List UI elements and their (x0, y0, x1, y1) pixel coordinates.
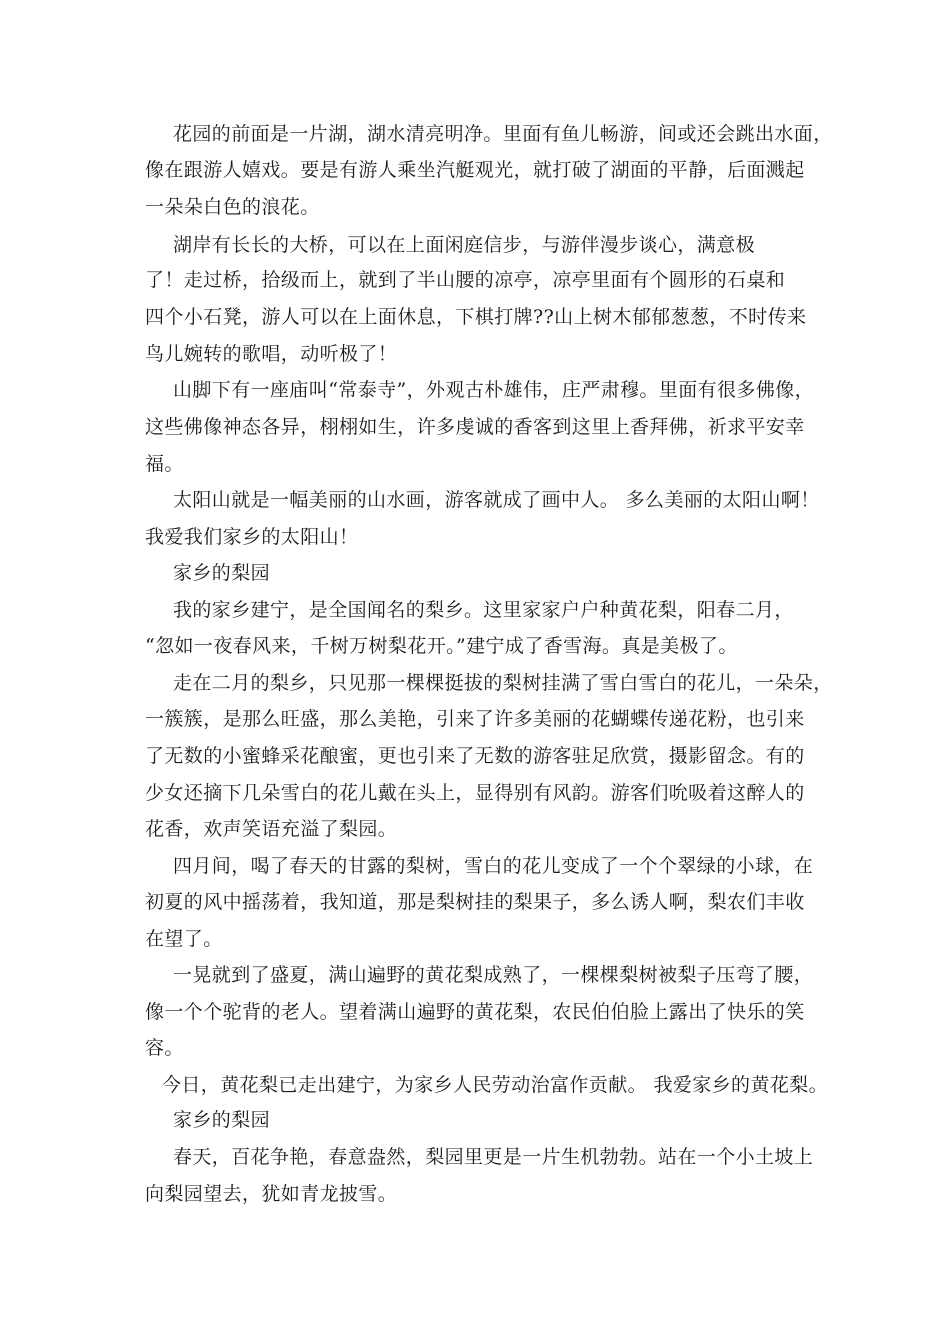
text-line: 一晃就到了盛夏，满山遍野的黄花梨成熟了，一棵棵梨树被梨子压弯了腰， (173, 964, 814, 986)
text-line: 我的家乡建宁，是全国闻名的梨乡。这里家家户户种黄花梨，阳春二月， (173, 599, 794, 621)
text-line: 福。 (145, 453, 184, 475)
text-line: 容。 (145, 1037, 184, 1059)
text-line: 花香，欢声笑语充溢了梨园。 (145, 818, 398, 840)
text-line: 山脚下有一座庙叫“常泰寺”，外观古朴雄伟，庄严肃穆。里面有很多佛像， (173, 379, 815, 401)
text-line: 像一个个驼背的老人。望着满山遍野的黄花梨，农民伯伯脸上露出了快乐的笑 (145, 1001, 805, 1023)
text-line: 太阳山就是一幅美丽的山水画，游客就成了画中人。 多么美丽的太阳山啊！ (173, 489, 820, 511)
text-line: 走在二月的梨乡，只见那一棵棵挺拔的梨树挂满了雪白雪白的花儿，一朵朵， (173, 672, 833, 694)
text-line: 在望了。 (145, 928, 223, 950)
text-line: 四月间，喝了春天的甘露的梨树，雪白的花儿变成了一个个翠绿的小球，在 (173, 855, 814, 877)
text-line: 初夏的风中摇荡着，我知道，那是梨树挂的梨果子，多么诱人啊，梨农们丰收 (145, 891, 805, 913)
text-line: 少女还摘下几朵雪白的花儿戴在头上，显得别有风韵。游客们吮吸着这醉人的 (145, 782, 805, 804)
text-line: “忽如一夜春风来，千树万树梨花开。”建宁成了香雪海。真是美极了。 (145, 635, 738, 657)
text-line: 一朵朵白色的浪花。 (145, 196, 320, 218)
text-line: 我爱我们家乡的太阳山！ (145, 526, 359, 548)
text-line: 了无数的小蜜蜂采花酿蜜，更也引来了无数的游客驻足欣赏，摄影留念。有的 (145, 745, 805, 767)
text-line: 鸟儿婉转的歌唱，动听极了！ (145, 343, 398, 365)
text-line: 湖岸有长长的大桥，可以在上面闲庭信步，与游伴漫步谈心，满意极 (173, 234, 756, 256)
section-title: 家乡的梨园 (173, 1109, 271, 1131)
section-title: 家乡的梨园 (173, 562, 271, 584)
text-line: 这些佛像神态各异，栩栩如生，许多虔诚的香客到这里上香拜佛，祈求平安幸 (145, 416, 805, 438)
text-line: 春天，百花争艳，春意盎然，梨园里更是一片生机勃勃。站在一个小土坡上 (173, 1146, 814, 1168)
text-line: 了！走过桥，拾级而上，就到了半山腰的凉亭，凉亭里面有个圆形的石桌和 (145, 269, 786, 291)
text-line: 向梨园望去，犹如青龙披雪。 (145, 1183, 398, 1205)
text-line: 今日，黄花梨已走出建宁，为家乡人民劳动治富作贡献。 我爱家乡的黄花梨。 (162, 1074, 829, 1096)
text-line: 像在跟游人嬉戏。要是有游人乘坐汽艇观光，就打破了湖面的平静，后面溅起 (145, 159, 805, 181)
text-line: 一簇簇，是那么旺盛，那么美艳，引来了许多美丽的花蝴蝶传递花粉，也引来 (145, 708, 805, 730)
text-line: 四个小石凳，游人可以在上面休息，下棋打牌??山上树木郁郁葱葱，不时传来 (145, 306, 807, 328)
text-line: 花园的前面是一片湖，湖水清亮明净。里面有鱼儿畅游，间或还会跳出水面， (173, 123, 833, 145)
